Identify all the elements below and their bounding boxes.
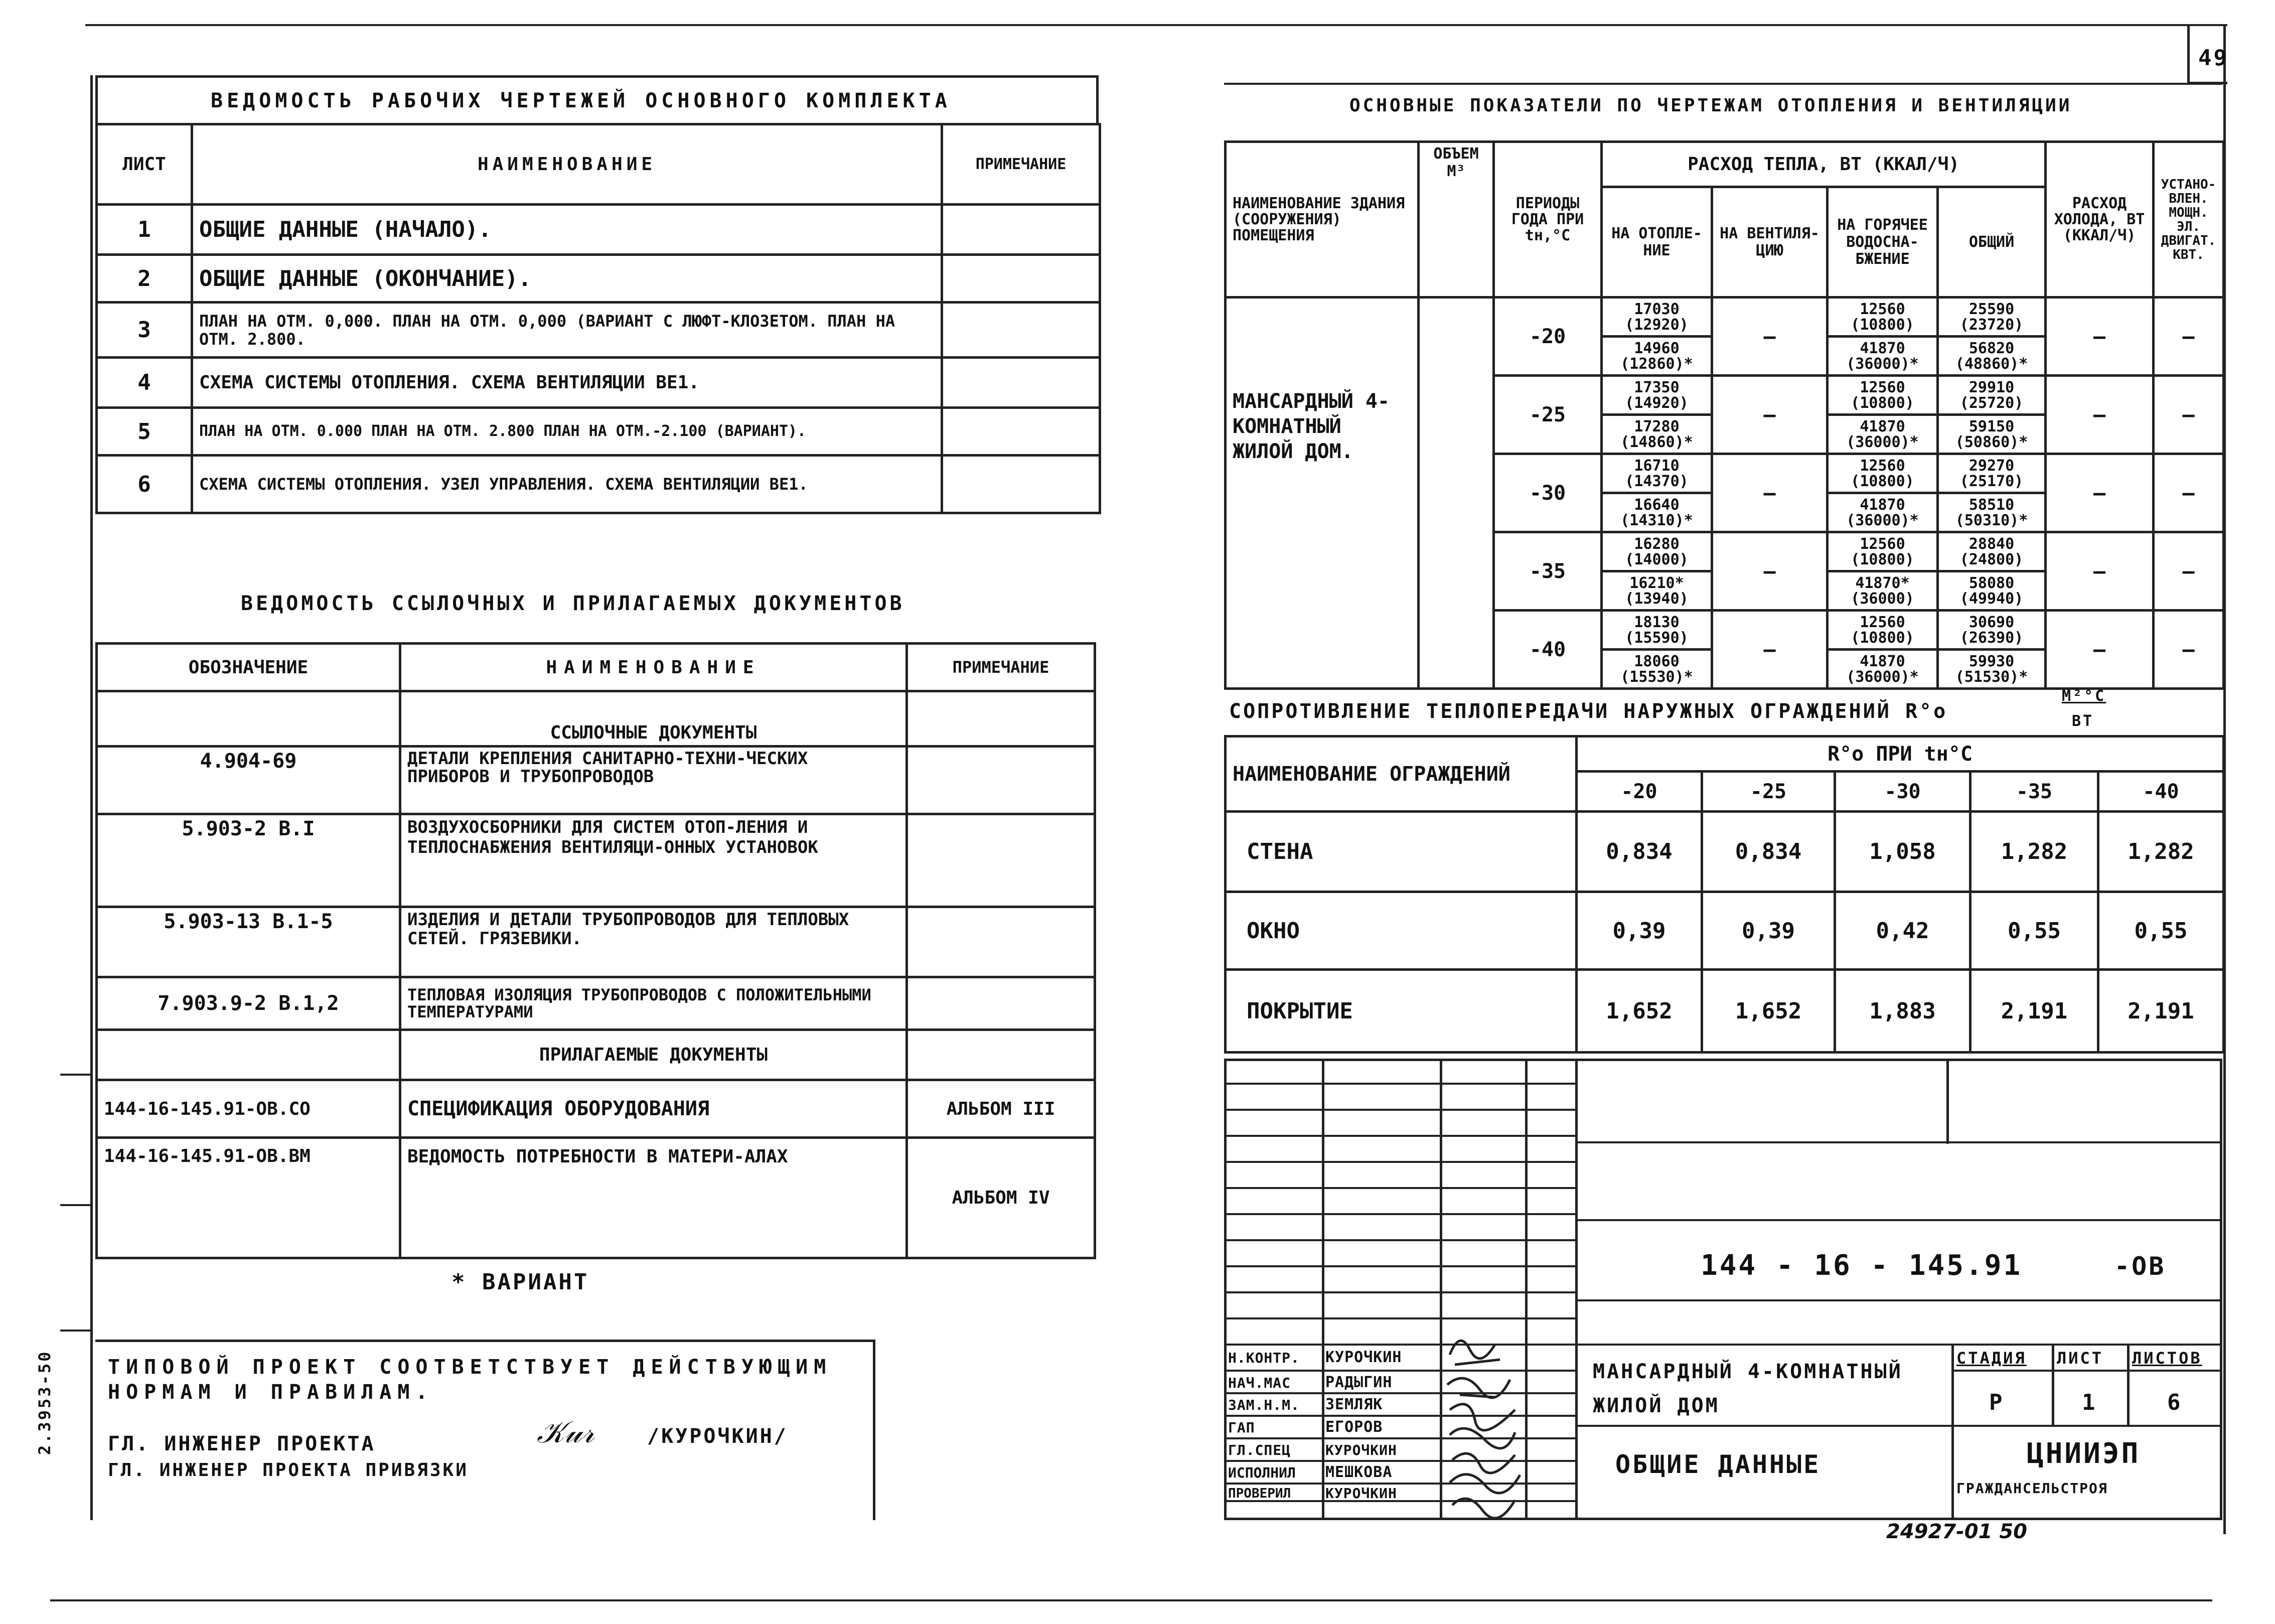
ind-volume-cell [1419, 298, 1494, 689]
ref-empty-cell [907, 691, 1095, 747]
res-row-name: ПОКРЫТИЕ [1226, 970, 1577, 1053]
res-row-name: ОКНО [1226, 892, 1577, 970]
signature-mark [1450, 1404, 1515, 1430]
drawings-row-sheet: 3 [97, 303, 192, 358]
res-temp: -40 [2098, 772, 2224, 812]
res-value: 2,191 [1970, 970, 2098, 1053]
drawings-row-name: ПЛАН НА ОТМ. 0.000 ПЛАН НА ОТМ. 2.800 ПЛАН НА ОТМ.-2.100 (ВАРИАНТ). [192, 408, 942, 456]
left-tick-3 [60, 1330, 90, 1332]
chief-engineer-signature: 𝒦𝓊𝓇 [537, 1415, 594, 1450]
sheet-value: 1 [2082, 1390, 2097, 1415]
ind-power-dash: — [2154, 532, 2224, 611]
ref-row-code: 7.903.9-2 В.1,2 [97, 977, 400, 1030]
indicators-title: ОСНОВНЫЕ ПОКАЗАТЕЛИ ПО ЧЕРТЕЖАМ ОТОПЛЕНИЯ И ВЕНТИЛЯЦИИ [1349, 95, 2072, 116]
res-value: 1,282 [2098, 812, 2224, 892]
ref-row-note [907, 977, 1095, 1030]
ind-col-heat: РАСХОД ТЕПЛА, ВТ (ККАЛ/Ч) [1602, 142, 2046, 187]
ind-col-vent: НА ВЕНТИЛЯ-ЦИЮ [1712, 187, 1828, 298]
ind-vent-dash: — [1712, 376, 1828, 454]
ind-heating-value: 18130 (15590) [1602, 611, 1712, 650]
chief-engineer-label: ГЛ. ИНЖЕНЕР ПРОЕКТА [108, 1432, 376, 1455]
chief-engineer-name: /КУРОЧКИН/ [647, 1425, 788, 1448]
staff-role: ЗАМ.Н.М. [1228, 1397, 1300, 1413]
att-row-code: 144-16-145.91-ОВ.ВМ [97, 1138, 400, 1258]
stamp-vline [1322, 1059, 1324, 1520]
res-value: 0,39 [1577, 892, 1702, 970]
ind-vent-dash: — [1712, 611, 1828, 689]
staff-role: НАЧ.МАС [1228, 1375, 1291, 1391]
staff-role: ГАП [1228, 1419, 1255, 1436]
ind-vent-dash: — [1712, 298, 1828, 376]
ind-hotwater-value: 12560 (10800) [1828, 298, 1938, 337]
res-value: 1,883 [1835, 970, 1970, 1053]
ref-section-att: ПРИЛАГАЕМЫЕ ДОКУМЕНТЫ [400, 1030, 907, 1080]
org-name-2: ГРАЖДАНСЕЛЬСТРОЯ [1956, 1480, 2108, 1497]
ind-period: -40 [1494, 611, 1602, 689]
project-name: МАНСАРДНЫЙ 4-КОМНАТНЫЙ ЖИЛОЙ ДОМ [1593, 1360, 1903, 1417]
ind-hotwater-value: 12560 (10800) [1828, 376, 1938, 415]
left-margin-line [90, 75, 93, 1520]
ind-power-dash: — [2154, 376, 2224, 454]
staff-name: КУРОЧКИН [1325, 1442, 1397, 1458]
drawings-col-note: ПРИМЕЧАНИЕ [942, 124, 1100, 205]
res-value: 0,55 [1970, 892, 2098, 970]
drawings-row-note [942, 205, 1100, 255]
ind-heating-value: 16280 (14000) [1602, 532, 1712, 571]
compliance-text: ТИПОВОЙ ПРОЕКТ СООТВЕТСТВУЕТ ДЕЙСТВУЮЩИМ НОРМАМ И ПРАВИЛАМ. [108, 1356, 832, 1404]
staff-name: КУРОЧКИН [1325, 1349, 1402, 1366]
signature-mark [1447, 1378, 1510, 1398]
drawings-title: ВЕДОМОСТЬ РАБОЧИХ ЧЕРТЕЖЕЙ ОСНОВНОГО КОМПЛЕКТА [211, 89, 951, 112]
ref-col-code: ОБОЗНАЧЕНИЕ [97, 644, 400, 691]
stamp-hline [1224, 1187, 1575, 1189]
ind-total-value: 58080 (49940) [1938, 571, 2046, 611]
ind-cold-dash: — [2046, 376, 2154, 454]
ref-col-name: НАИМЕНОВАНИЕ [400, 644, 907, 691]
res-value: 0,834 [1577, 812, 1702, 892]
signature-mark [1450, 1474, 1520, 1493]
ind-heating-value: 16640 (14310)* [1602, 493, 1712, 532]
bottom-border-line [50, 1599, 2212, 1601]
resistance-unit-bottom: ВТ [2072, 712, 2094, 730]
res-temp: -20 [1577, 772, 1702, 812]
ref-row-name: ДЕТАЛИ КРЕПЛЕНИЯ САНИТАРНО-ТЕХНИ-ЧЕСКИХ ПРИБОРОВ И ТРУБОПРОВОДОВ [400, 747, 907, 814]
ind-hotwater-value: 12560 (10800) [1828, 611, 1938, 650]
ind-cold-dash: — [2046, 298, 2154, 376]
ind-col-power: УСТАНО-ВЛЕН. МОЩН. ЭЛ. ДВИГАТ. КВТ. [2154, 142, 2224, 298]
staff-name: МЕШКОВА [1325, 1463, 1393, 1481]
ind-vent-dash: — [1712, 532, 1828, 611]
sheet-number: 49 [2198, 45, 2229, 71]
ind-power-dash: — [2154, 298, 2224, 376]
ref-row-note [907, 814, 1095, 907]
stamp-hline [1224, 1083, 1575, 1085]
res-value: 0,55 [2098, 892, 2224, 970]
signature-mark [1452, 1499, 1515, 1518]
ref-title: ВЕДОМОСТЬ ССЫЛОЧНЫХ И ПРИЛАГАЕМЫХ ДОКУМЕНТОВ [241, 592, 905, 615]
ind-heating-value: 14960 (12860)* [1602, 337, 1712, 376]
variant-note: * ВАРИАНТ [451, 1269, 589, 1295]
ind-hotwater-value: 12560 (10800) [1828, 454, 1938, 493]
drawings-row-sheet: 2 [97, 255, 192, 303]
ref-row-code: 4.904-69 [97, 747, 400, 814]
ref-col-note: ПРИМЕЧАНИЕ [907, 644, 1095, 691]
ind-col-total: ОБЩИЙ [1938, 187, 2046, 298]
stamp-hline [1224, 1239, 1575, 1241]
ref-row-note [907, 747, 1095, 814]
signature-mark [1450, 1428, 1515, 1448]
left-margin-code: 2.3953-50 [35, 1350, 54, 1455]
ind-heating-value: 16210* (13940) [1602, 571, 1712, 611]
ind-cold-dash: — [2046, 532, 2154, 611]
ind-cold-dash: — [2046, 611, 2154, 689]
ind-power-dash: — [2154, 454, 2224, 532]
res-temp: -35 [1970, 772, 2098, 812]
drawings-row-name: ОБЩИЕ ДАННЫЕ (НАЧАЛО). [192, 205, 942, 255]
res-value: 0,39 [1702, 892, 1835, 970]
drawings-row-note [942, 456, 1100, 513]
stamp-hline [1575, 1219, 2222, 1221]
stamp-vline [2052, 1344, 2054, 1425]
ind-hotwater-value: 41870 (36000)* [1828, 493, 1938, 532]
res-temp: -25 [1702, 772, 1835, 812]
staff-name: РАДЫГИН [1325, 1374, 1393, 1391]
ind-heating-value: 16710 (14370) [1602, 454, 1712, 493]
ind-col-volume: ОБЪЕМ М³ [1419, 142, 1494, 298]
drawings-col-name: НАИМЕНОВАНИЕ [192, 124, 942, 205]
drawings-row-note [942, 255, 1100, 303]
att-row-code: 144-16-145.91-ОВ.СО [97, 1080, 400, 1138]
drawings-row-note [942, 303, 1100, 358]
ref-row-code: 5.903-2 В.I [97, 814, 400, 907]
stage-label: СТАДИЯ [1956, 1349, 2027, 1368]
drawings-row-name: ПЛАН НА ОТМ. 0,000. ПЛАН НА ОТМ. 0,000 (ВАРИАНТ С ЛЮФТ-КЛОЗЕТОМ. ПЛАН НА ОТМ. 2.800. [192, 303, 942, 358]
sheet-title: ОБЩИЕ ДАННЫЕ [1615, 1450, 1821, 1479]
ind-heating-value: 17280 (14860)* [1602, 415, 1712, 454]
drawings-col-sheet: ЛИСТ [97, 124, 192, 205]
ind-period: -35 [1494, 532, 1602, 611]
org-name: ЦНИИЭП [2027, 1437, 2141, 1470]
sheets-label: ЛИСТОВ [2132, 1349, 2202, 1368]
ind-cold-dash: — [2046, 454, 2154, 532]
staff-role: ПРОВЕРИЛ [1228, 1486, 1291, 1501]
ind-hotwater-value: 41870* (36000) [1828, 571, 1938, 611]
ind-total-value: 58510 (50310)* [1938, 493, 2046, 532]
ref-table [95, 642, 1096, 1259]
stamp-hline [1575, 1425, 2222, 1427]
staff-name: ЕГОРОВ [1325, 1418, 1383, 1436]
staff-signatures [1440, 1319, 1525, 1520]
ind-heating-value: 17350 (14920) [1602, 376, 1712, 415]
stamp-vline [1525, 1059, 1528, 1520]
ind-period: -25 [1494, 376, 1602, 454]
stamp-hline [1224, 1109, 1575, 1111]
staff-name: КУРОЧКИН [1325, 1485, 1397, 1502]
ind-total-value: 30690 (26390) [1938, 611, 2046, 650]
ref-row-name: ИЗДЕЛИЯ И ДЕТАЛИ ТРУБОПРОВОДОВ ДЛЯ ТЕПЛОВЫХ СЕТЕЙ. ГРЯЗЕВИКИ. [400, 907, 907, 977]
ref-empty-cell [97, 691, 400, 747]
ind-hotwater-value: 41870 (36000)* [1828, 650, 1938, 689]
drawings-row-note [942, 358, 1100, 408]
stamp-hline [1575, 1299, 2222, 1301]
resistance-unit-top: М²°С [2062, 687, 2106, 705]
res-value: 1,652 [1702, 970, 1835, 1053]
ind-col-name: НАИМЕНОВАНИЕ ЗДАНИЯ (СООРУЖЕНИЯ) ПОМЕЩЕНИЯ [1226, 142, 1419, 298]
stamp-hline [1224, 1291, 1575, 1293]
res-col-name: НАИМЕНОВАНИЕ ОГРАЖДЕНИЙ [1226, 736, 1577, 812]
res-row-name: СТЕНА [1226, 812, 1577, 892]
doc-code-suffix: -ОВ [2114, 1252, 2166, 1281]
ind-col-cold: РАСХОД ХОЛОДА, ВТ (ККАЛ/Ч) [2046, 142, 2154, 298]
staff-role: ГЛ.СПЕЦ [1228, 1442, 1291, 1458]
drawings-row-sheet: 4 [97, 358, 192, 408]
att-row-note: АЛЬБОМ IV [907, 1138, 1095, 1258]
stage-value: Р [1989, 1390, 2005, 1415]
ind-hotwater-value: 41870 (36000)* [1828, 415, 1938, 454]
sheets-value: 6 [2167, 1390, 2183, 1415]
ref-empty-cell [97, 1030, 400, 1080]
stamp-hline [1951, 1370, 2222, 1372]
ind-heating-value: 17030 (12920) [1602, 298, 1712, 337]
att-row-name: СПЕЦИФИКАЦИЯ ОБОРУДОВАНИЯ [400, 1080, 907, 1138]
res-col-r: R°о ПРИ tн°С [1577, 736, 2224, 772]
ind-col-periods: ПЕРИОДЫ ГОДА ПРИ tн,°С [1494, 142, 1602, 298]
signature-mark [1452, 1453, 1515, 1473]
res-value: 0,42 [1835, 892, 1970, 970]
chief-engineer-2-label: ГЛ. ИНЖЕНЕР ПРОЕКТА ПРИВЯЗКИ [108, 1460, 469, 1481]
ind-power-dash: — [2154, 611, 2224, 689]
ind-total-value: 59150 (50860)* [1938, 415, 2046, 454]
left-tick-2 [60, 1204, 90, 1206]
drawings-row-sheet: 5 [97, 408, 192, 456]
stamp-hline [1224, 1161, 1575, 1163]
ref-empty-cell [907, 1030, 1095, 1080]
ind-hotwater-value: 41870 (36000)* [1828, 337, 1938, 376]
ind-col-hotwater: НА ГОРЯЧЕЕ ВОДОСНА-БЖЕНИЕ [1828, 187, 1938, 298]
ind-period: -20 [1494, 298, 1602, 376]
stamp-hline [1575, 1141, 2222, 1143]
res-value: 0,834 [1702, 812, 1835, 892]
staff-name: ЗЕМЛЯК [1325, 1396, 1383, 1413]
resistance-title: СОПРОТИВЛЕНИЕ ТЕПЛОПЕРЕДАЧИ НАРУЖНЫХ ОГРАЖДЕНИЙ R°о [1229, 700, 1948, 723]
indicators-title-line [1224, 83, 2222, 85]
ind-building-name: МАНСАРДНЫЙ 4-КОМНАТНЫЙ ЖИЛОЙ ДОМ. [1226, 298, 1419, 689]
signature-mark [1450, 1341, 1500, 1365]
ind-hotwater-value: 12560 (10800) [1828, 532, 1938, 571]
ind-total-value: 29270 (25170) [1938, 454, 2046, 493]
resistance-table [1224, 735, 2225, 1054]
drawings-row-name: СХЕМА СИСТЕМЫ ОТОПЛЕНИЯ. СХЕМА ВЕНТИЛЯЦИИ ВЕ1. [192, 358, 942, 408]
att-row-name: ВЕДОМОСТЬ ПОТРЕБНОСТИ В МАТЕРИ-АЛАХ [400, 1138, 907, 1258]
ind-total-value: 56820 (48860)* [1938, 337, 2046, 376]
stamp-vline [2127, 1344, 2130, 1425]
left-tick-1 [60, 1074, 90, 1076]
res-value: 1,282 [1970, 812, 2098, 892]
ind-total-value: 28840 (24800) [1938, 532, 2046, 571]
sheet-label: ЛИСТ [2057, 1349, 2104, 1368]
ind-vent-dash: — [1712, 454, 1828, 532]
att-row-note: АЛЬБОМ III [907, 1080, 1095, 1138]
indicators-table [1224, 140, 2225, 690]
drawings-row-sheet: 1 [97, 205, 192, 255]
ref-row-name: ТЕПЛОВАЯ ИЗОЛЯЦИЯ ТРУБОПРОВОДОВ С ПОЛОЖИТЕЛЬНЫМИ ТЕМПЕРАТУРАМИ [400, 977, 907, 1030]
ind-col-heating: НА ОТОПЛЕ-НИЕ [1602, 187, 1712, 298]
stamp-vline [1946, 1059, 1949, 1144]
top-border-line [85, 24, 2227, 26]
doc-code: 144 - 16 - 145.91 [1701, 1249, 2023, 1282]
stamp-hline [1224, 1213, 1575, 1215]
ref-row-code: 5.903-13 В.1-5 [97, 907, 400, 977]
drawings-row-name: ОБЩИЕ ДАННЫЕ (ОКОНЧАНИЕ). [192, 255, 942, 303]
ind-total-value: 25590 (23720) [1938, 298, 2046, 337]
ind-total-value: 59930 (51530)* [1938, 650, 2046, 689]
res-value: 1,058 [1835, 812, 1970, 892]
ref-section-ref: ССЫЛОЧНЫЕ ДОКУМЕНТЫ [400, 691, 907, 747]
drawings-row-note [942, 408, 1100, 456]
stamp-hline [1224, 1265, 1575, 1267]
drawings-row-sheet: 6 [97, 456, 192, 513]
staff-role: Н.КОНТР. [1228, 1350, 1300, 1366]
bottom-code: 24927-01 50 [1886, 1520, 2028, 1543]
staff-role: ИСПОЛНИЛ [1228, 1464, 1296, 1481]
ind-period: -30 [1494, 454, 1602, 532]
stamp-hline [1224, 1344, 2222, 1346]
ind-heating-value: 18060 (15530)* [1602, 650, 1712, 689]
stamp-hline [1224, 1135, 1575, 1137]
ind-total-value: 29910 (25720) [1938, 376, 2046, 415]
res-value: 1,652 [1577, 970, 1702, 1053]
stamp-vline [1575, 1059, 1578, 1520]
res-value: 2,191 [2098, 970, 2224, 1053]
ref-row-note [907, 907, 1095, 977]
res-temp: -30 [1835, 772, 1970, 812]
drawings-table [95, 123, 1101, 514]
drawings-row-name: СХЕМА СИСТЕМЫ ОТОПЛЕНИЯ. УЗЕЛ УПРАВЛЕНИЯ. СХЕМА ВЕНТИЛЯЦИИ ВЕ1. [192, 456, 942, 513]
ref-row-name: ВОЗДУХОСБОРНИКИ ДЛЯ СИСТЕМ ОТОП-ЛЕНИЯ И ТЕПЛОСНАБЖЕНИЯ ВЕНТИЛЯЦИ-ОННЫХ УСТАНОВОК [400, 814, 907, 907]
